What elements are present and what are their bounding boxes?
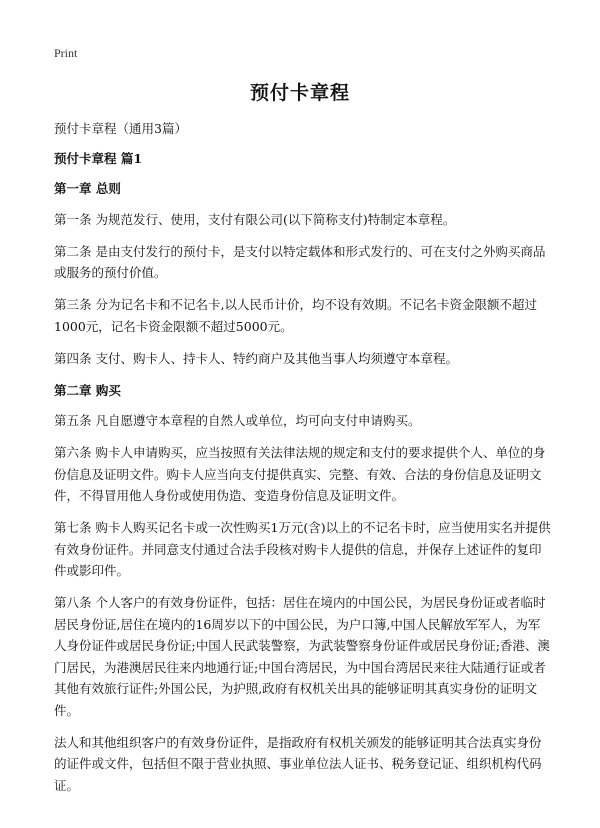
chapter-heading-2: 第二章 购买 [54,382,121,398]
document-subtitle: 预付卡章程（通用3篇） [54,121,187,136]
print-label: Print [54,46,78,60]
article-8-continued: 法人和其他组织客户的有效身份证件，是指政府有权机关颁发的能够证明其合法真实身份的证件或文件，包括但不限于营业执照、事业单位法人证书、税务登记证、组织机构代码证。 [54,734,542,793]
article-6: 第六条 购卡人申请购买，应当按照有关法律法规的规定和支付的要求提供个人、单位的身份信息及证明文件。购卡人应当向支付提供真实、完整、有效、合法的身份信息及证明文件，不得冒用他人身份或使用伪造、变造身份信息及证明文件。 [54,445,546,503]
document-title: 预付卡章程 [249,82,350,104]
article-1: 第一条 为规范发行、使用，支付有限公司(以下简称支付)特制定本章程。 [54,211,456,227]
article-7: 第七条 购卡人购买记名卡或一次性购买1万元(含)以上的不记名卡时，应当使用实名并提供有效身份证件。并同意支付通过合法手段核对购卡人提供的信息，并保存上述证件的复印件或影印件。 [54,520,551,578]
part-heading: 预付卡章程 篇1 [54,150,143,166]
article-3: 第三条 分为记名卡和不记名卡,以人民币计价，均不设有效期。不记名卡资金限额不超过1000元，记名卡资金限额不超过5000元。 [54,297,537,334]
article-4: 第四条 支付、购卡人、持卡人、特约商户及其他当事人均须遵守本章程。 [54,350,458,366]
article-2: 第二条 是由支付发行的预付卡，是支付以特定载体和形式发行的、可在支付之外购买商品或服务的预付价值。 [54,243,546,280]
document-body [54,118,552,807]
article-5: 第五条 凡自愿遵守本章程的自然人或单位，均可向支付申请购买。 [54,413,421,428]
article-8: 第八条 个人客户的有效身份证件，包括：居住在境内的中国公民，为居民身份证或者临时居民身份证,居住在境内的16周岁以下的中国公民，为户口簿,中国人民解放军军人，为军人身份证件或居民身份证;中国人民武装警察，为武装警察身份证件或居民身份证;香港、澳门居民，为港澳居民往来内地通行证;中国台湾居民，为中国台湾居民来往大陆通行证或者其他有效旅行证件;外国公民，为护照,政府有权机关出具的能够证明其真实身份的证明文件。 [54,595,550,718]
chapter-heading-1: 第一章 总则 [54,181,121,196]
